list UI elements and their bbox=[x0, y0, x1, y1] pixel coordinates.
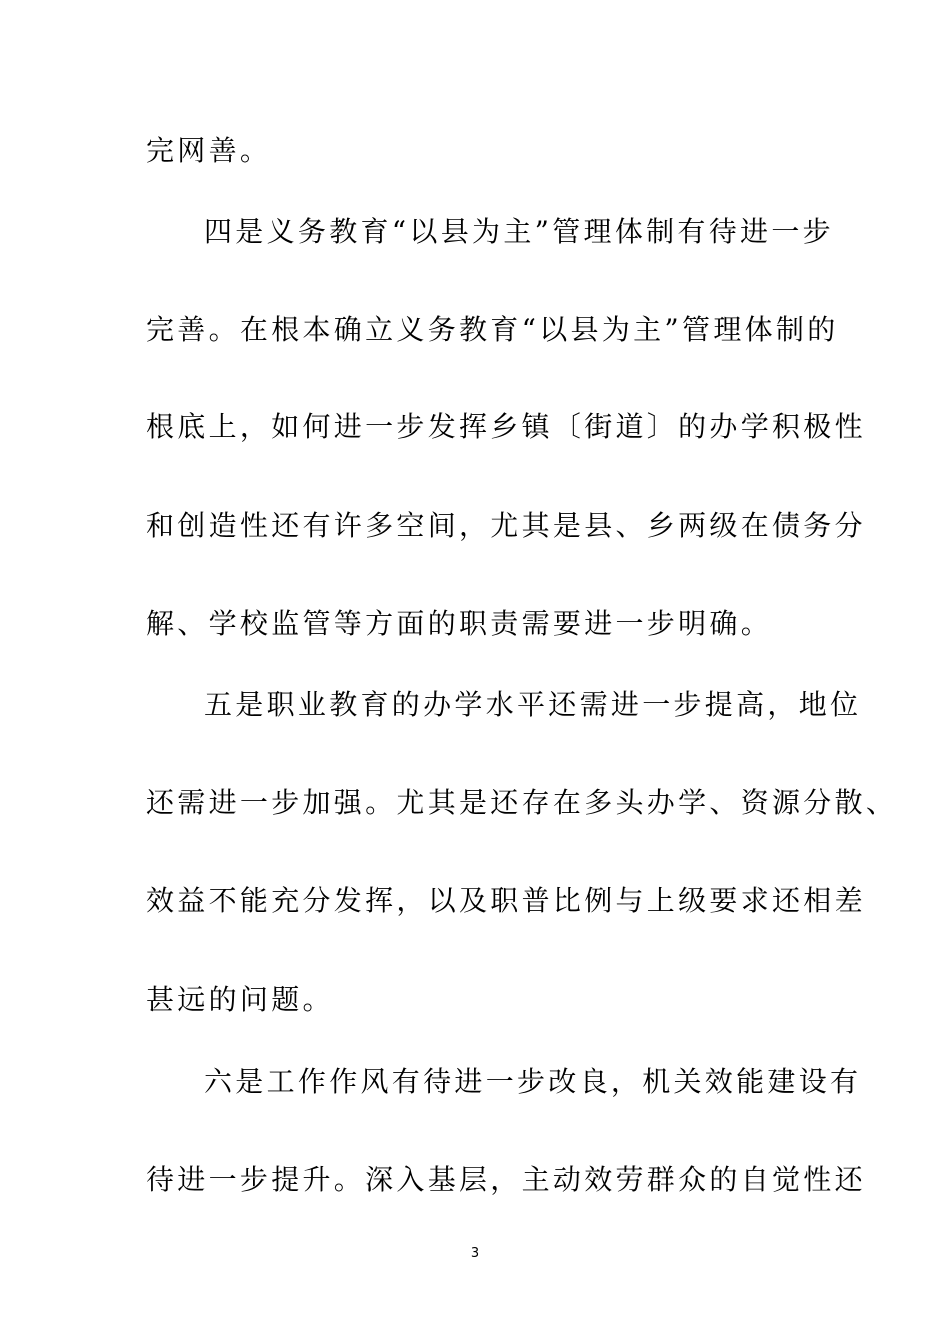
text-line: 完善。在根本确立义务教育“以县为主”管理体制的 bbox=[146, 313, 839, 346]
paragraph-first-line: 四是义务教育“以县为主”管理体制有待进一步 bbox=[204, 215, 834, 248]
text-line: 甚远的问题。 bbox=[146, 983, 334, 1016]
text-line: 完网善。 bbox=[146, 134, 272, 167]
paragraph-first-line: 六是工作作风有待进一步改良，机关效能建设有 bbox=[204, 1065, 862, 1098]
text-line: 和创造性还有许多空间，尤其是县、乡两级在债务分 bbox=[146, 509, 866, 542]
page-number: 3 bbox=[470, 1246, 480, 1261]
text-line: 效益不能充分发挥，以及职普比例与上级要求还相差 bbox=[146, 884, 866, 917]
text-line: 解、学校监管等方面的职责需要进一步明确。 bbox=[146, 607, 773, 640]
paragraph-first-line: 五是职业教育的办学水平还需进一步提高，地位 bbox=[204, 688, 862, 721]
text-line: 待进一步提升。深入基层，主动效劳群众的自觉性还 bbox=[146, 1163, 866, 1196]
text-line: 还需进一步加强。尤其是还存在多头办学、资源分散、 bbox=[146, 786, 898, 819]
text-line: 根底上，如何进一步发挥乡镇〔街道〕的办学积极性 bbox=[146, 410, 866, 443]
